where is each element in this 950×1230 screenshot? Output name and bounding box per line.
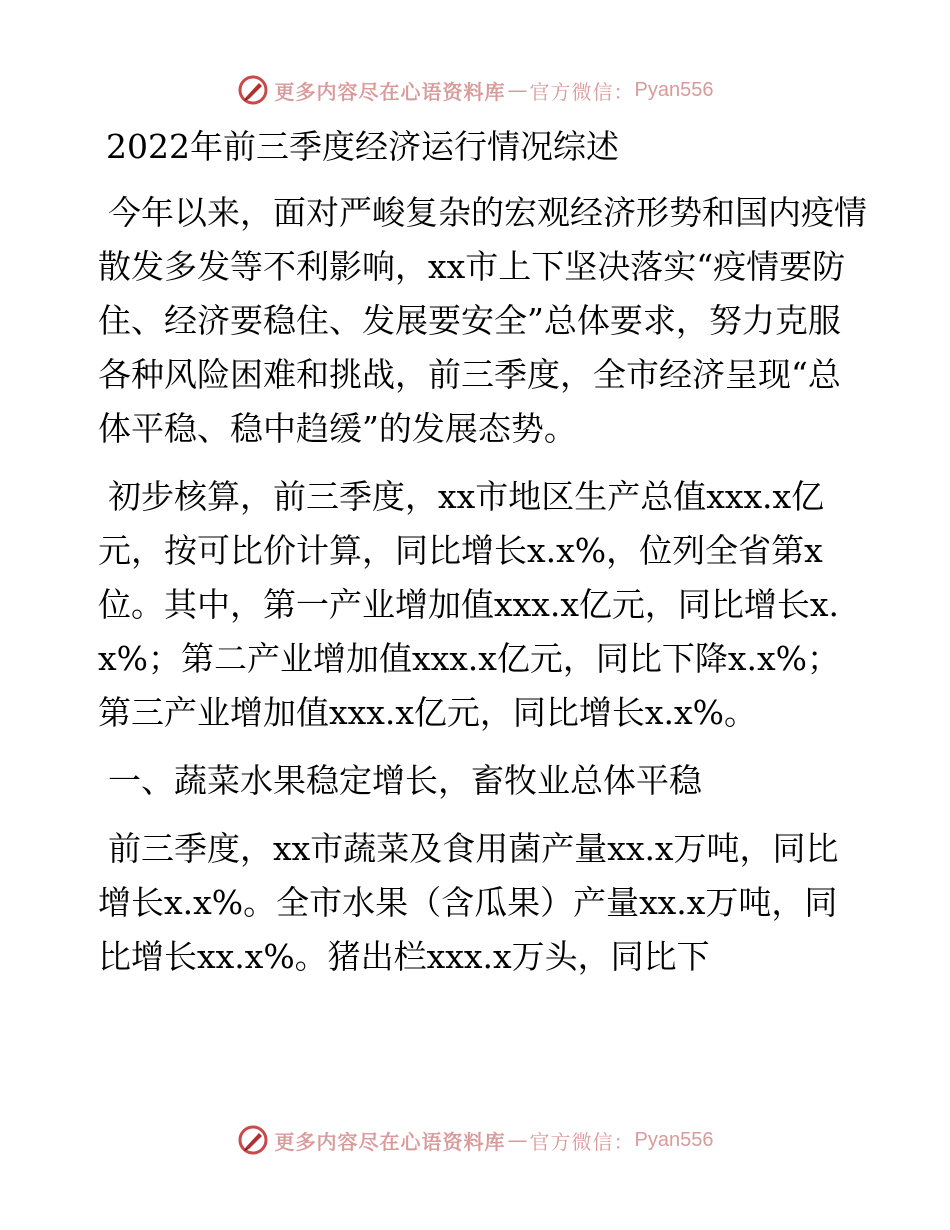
watermark-text: 更多内容尽在心语资料库 bbox=[274, 79, 506, 104]
document-body bbox=[98, 122, 868, 998]
paragraph-agriculture: 前三季度，xx市蔬菜及食用菌产量xx.x万吨，同比增长x.x%。全市水果（含瓜果）产量xx.x万吨，同比增长xx.x%。猪出栏xxx.x万头，同比下 bbox=[98, 829, 839, 976]
watermark-id: Pyan556 bbox=[634, 1128, 714, 1151]
section-heading-1: 一、蔬菜水果稳定增长，畜牧业总体平稳 bbox=[108, 761, 702, 800]
watermark-sub: 官方微信： bbox=[529, 79, 635, 104]
pen-logo-icon bbox=[237, 74, 269, 106]
document-title: 2022年前三季度经济运行情况综述 bbox=[106, 127, 619, 166]
watermark-separator: — bbox=[507, 1128, 528, 1152]
watermark-separator: — bbox=[507, 78, 528, 102]
pen-logo-icon bbox=[237, 1124, 269, 1156]
watermark-footer bbox=[0, 1120, 950, 1160]
watermark-text: 更多内容尽在心语资料库 bbox=[274, 1129, 506, 1154]
watermark-header bbox=[0, 70, 950, 110]
paragraph-intro: 今年以来，面对严峻复杂的宏观经济形势和国内疫情散发多发等不利影响，xx市上下坚决落实“疫情要防住、经济要稳住、发展要安全”总体要求，努力克服各种风险困难和挑战，前三季度，全市经济呈现“总体平稳、稳中趋缓”的发展态势。 bbox=[98, 193, 867, 448]
watermark-id: Pyan556 bbox=[634, 78, 714, 101]
paragraph-gdp: 初步核算，前三季度，xx市地区生产总值xxx.x亿元，按可比价计算，同比增长x.x%，位列全省第x位。其中，第一产业增加值xxx.x亿元，同比增长x.x%；第二产业增加值xxx.x亿元，同比下降x.x%；第三产业增加值xxx.x亿元，同比增长x.x%。 bbox=[98, 477, 840, 732]
watermark-sub: 官方微信： bbox=[529, 1129, 635, 1154]
